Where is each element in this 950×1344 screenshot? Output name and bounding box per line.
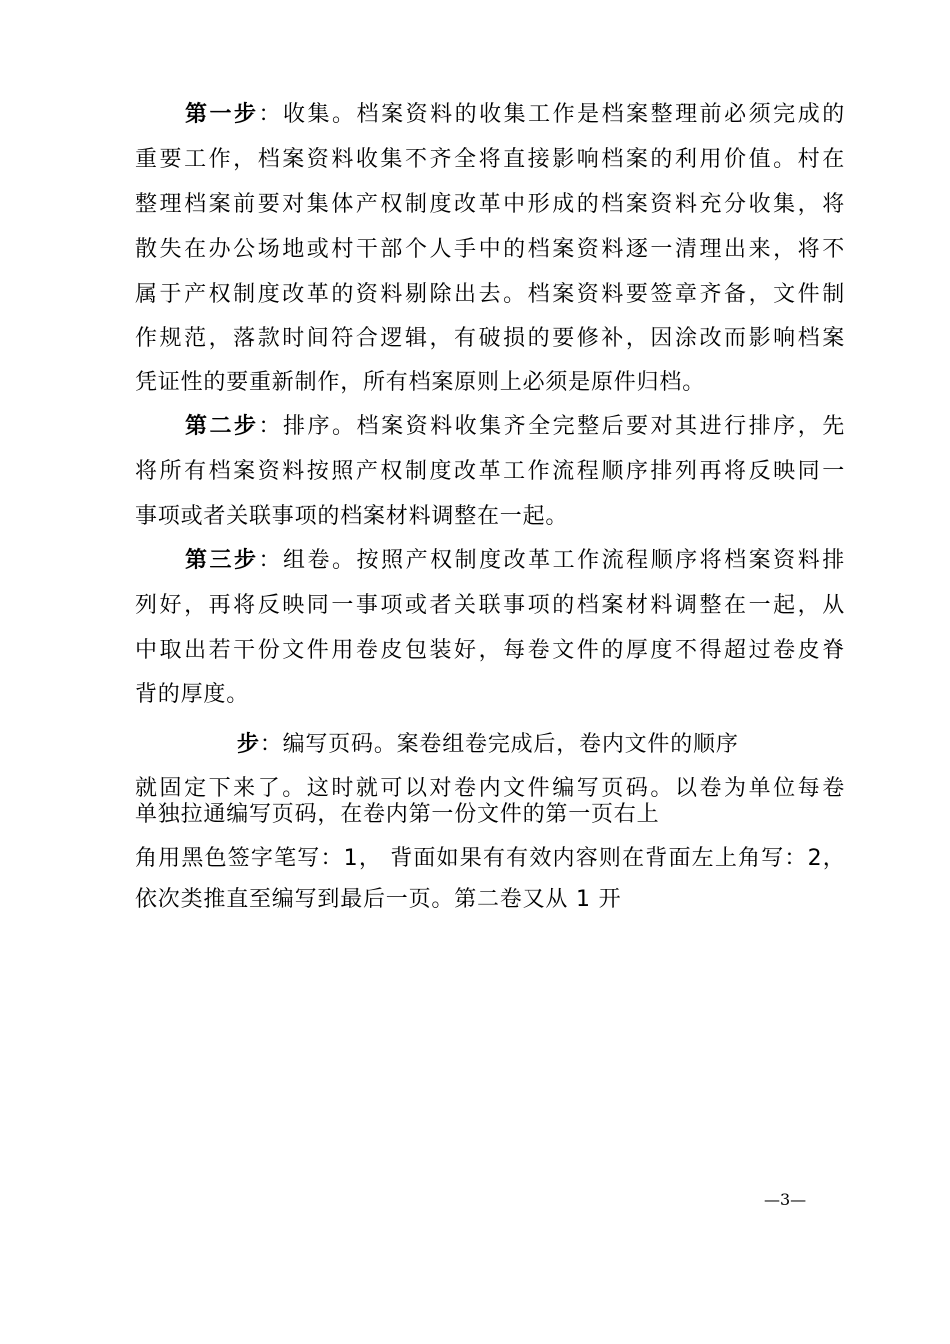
step3-line-2: 列好，再将反映同一事项或者关联事项的档案材料调整在一起，从 (135, 593, 845, 618)
step1-line-4: 散失在办公场地或村干部个人手中的档案资料逐一清理出来，将不 (135, 237, 845, 262)
step1-heading: 第一步 (185, 102, 259, 127)
step1-line-2: 重要工作，档案资料收集不齐全将直接影响档案的利用价值。村在 (135, 147, 845, 172)
step1-line-5: 属于产权制度改革的资料剔除出去。档案资料要签章齐备，文件制 (135, 282, 845, 307)
step2-heading: 第二步 (185, 414, 259, 439)
step2-line-1 (185, 412, 845, 442)
step4-line-3: 单独拉通编写页码，在卷内第一份文件的第一页右上 (135, 802, 660, 827)
step3-line-4: 背的厚度。 (135, 682, 250, 707)
step3-heading: 第三步 (185, 548, 259, 573)
step1-line-3: 整理档案前要对集体产权制度改革中形成的档案资料充分收集，将 (135, 192, 845, 217)
step4-line-4: 角用黑色签字笔写：1， 背面如果有有效内容则在背面左上角写：2， (135, 846, 845, 871)
step4-line-5: 依次类推直至编写到最后一页。第二卷又从 1 开 (135, 887, 622, 912)
step2-line-3: 事项或者关联事项的档案材料调整在一起。 (135, 504, 569, 529)
step3-text-1: ：组卷。按照产权制度改革工作流程顺序将档案资料排 (258, 548, 845, 573)
step1-line-1 (185, 100, 845, 130)
step4-heading: 步 (237, 732, 260, 757)
page-number: —3— (764, 1190, 807, 1209)
step1-line-7: 凭证性的要重新制作，所有档案原则上必须是原件归档。 (135, 370, 706, 395)
step1-line-6: 作规范，落款时间符合逻辑，有破损的要修补，因涂改而影响档案 (135, 326, 845, 351)
step3-line-1 (185, 546, 845, 576)
step4-line-2: 就固定下来了。这时就可以对卷内文件编写页码。以卷为单位每卷 (135, 776, 845, 801)
step3-line-3: 中取出若干份文件用卷皮包装好，每卷文件的厚度不得超过卷皮脊 (135, 638, 845, 663)
step4-line-1 (237, 730, 797, 760)
step4-text-1: ：编写页码。案卷组卷完成后，卷内文件的顺序 (259, 732, 739, 757)
step2-text-1: ：排序。档案资料收集齐全完整后要对其进行排序，先 (258, 414, 845, 439)
step1-text-1: ：收集。档案资料的收集工作是档案整理前必须完成的 (258, 102, 845, 127)
step2-line-2: 将所有档案资料按照产权制度改革工作流程顺序排列再将反映同一 (135, 459, 845, 484)
